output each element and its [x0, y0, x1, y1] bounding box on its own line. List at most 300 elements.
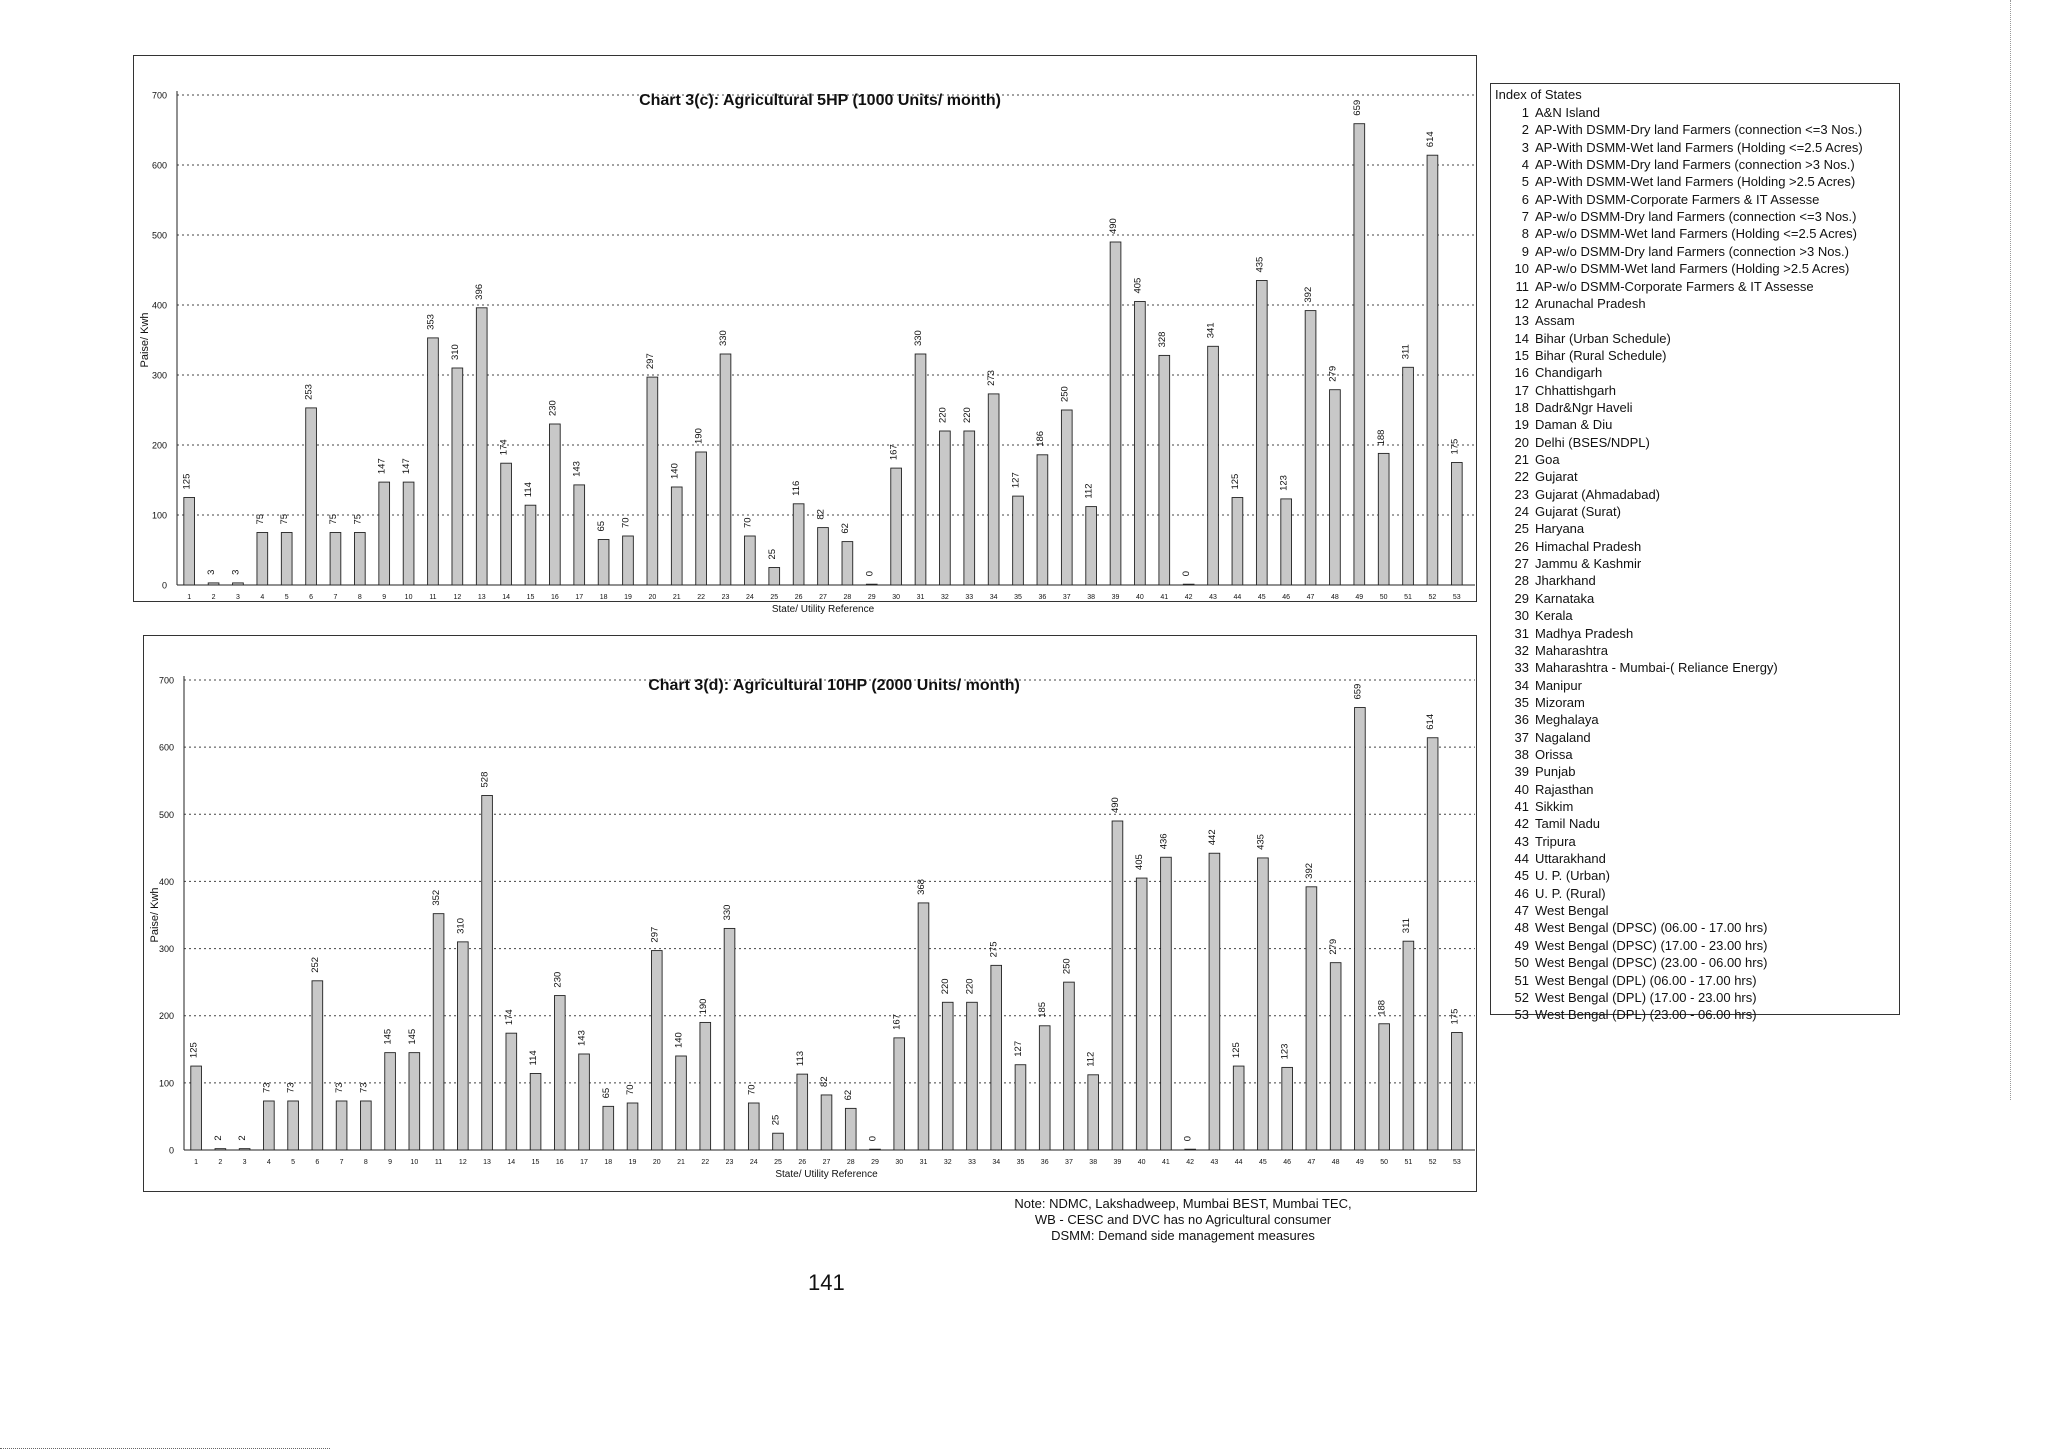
bar	[866, 584, 877, 585]
x-tick-label: 31	[919, 1159, 928, 1166]
x-tick-label: 29	[867, 594, 876, 601]
bar	[842, 542, 853, 585]
data-label: 123	[1279, 1043, 1291, 1060]
x-tick-label: 17	[575, 594, 584, 601]
x-tick-label: 19	[624, 594, 632, 601]
x-tick-label: 50	[1379, 594, 1388, 601]
bar	[623, 536, 634, 585]
index-item-number: 23	[1514, 486, 1529, 502]
index-item-label: West Bengal (DPL) (23.00 - 06.00 hrs)	[1535, 1007, 1757, 1023]
data-label: 145	[406, 1028, 418, 1045]
index-item-label: Arunachal Pradesh	[1535, 295, 1646, 311]
index-item-number: 53	[1514, 1007, 1529, 1023]
x-tick-label: 52	[1428, 1159, 1437, 1166]
data-label: 330	[913, 330, 925, 346]
x-tick-label: 13	[477, 594, 486, 601]
x-tick-label: 31	[916, 594, 925, 601]
x-tick-label: 43	[1209, 594, 1217, 601]
x-tick-label: 46	[1282, 594, 1291, 601]
x-tick-label: 44	[1234, 1159, 1243, 1166]
bar	[627, 1103, 638, 1150]
index-item-label: Nagaland	[1535, 729, 1591, 745]
bar	[1037, 455, 1048, 585]
bar	[354, 533, 365, 586]
data-label: 123	[1278, 475, 1290, 491]
data-label: 2	[212, 1135, 224, 1141]
index-item-label: Meghalaya	[1535, 712, 1599, 728]
bar	[671, 487, 682, 585]
data-label: 190	[693, 428, 705, 444]
index-item	[1491, 885, 1606, 902]
index-item	[1491, 729, 1591, 746]
bar	[1209, 853, 1220, 1150]
bar	[1161, 857, 1172, 1150]
index-item-number: 3	[1521, 139, 1529, 155]
index-item-label: U. P. (Urban)	[1535, 868, 1610, 884]
index-item-label: Kerala	[1535, 608, 1573, 624]
x-tick-label: 35	[1016, 1159, 1025, 1166]
index-item-number: 12	[1514, 295, 1529, 311]
data-label: 127	[1010, 472, 1022, 489]
x-tick-label: 37	[1065, 1159, 1073, 1166]
x-tick-label: 16	[555, 1159, 564, 1166]
index-item-number: 38	[1514, 746, 1529, 762]
data-label: 659	[1352, 683, 1364, 700]
x-tick-label: 28	[846, 1159, 855, 1166]
index-item-label: Karnataka	[1535, 590, 1595, 606]
y-axis-label: Paise/ Kwh	[149, 887, 161, 943]
bar	[700, 1022, 711, 1150]
bar	[651, 951, 662, 1150]
x-tick-label: 18	[604, 1159, 613, 1166]
index-item-number: 33	[1514, 660, 1529, 676]
index-item-number: 52	[1514, 989, 1529, 1005]
data-label: 75	[279, 513, 291, 525]
bar	[724, 928, 735, 1150]
index-item	[1491, 503, 1621, 520]
index-item-label: AP-w/o DSMM-Dry land Farmers (connection <=3 Nos.)	[1535, 209, 1857, 225]
x-tick-label: 7	[333, 594, 338, 601]
x-tick-label: 22	[701, 1159, 710, 1166]
index-item-number: 29	[1514, 590, 1529, 606]
bar	[940, 431, 951, 585]
data-label: 490	[1109, 797, 1121, 813]
index-item-number: 13	[1514, 313, 1529, 329]
data-label: 0	[867, 1135, 879, 1142]
index-item-label: West Bengal (DPSC) (23.00 - 06.00 hrs)	[1535, 955, 1768, 971]
index-item-label: Bihar (Urban Schedule)	[1535, 330, 1671, 346]
index-item	[1491, 590, 1594, 607]
index-item	[1491, 555, 1641, 572]
x-tick-label: 2	[211, 594, 216, 601]
index-item-number: 28	[1514, 573, 1529, 589]
data-label: 3	[230, 569, 242, 575]
index-item	[1491, 902, 1608, 919]
bar	[264, 1101, 275, 1150]
index-item-number: 5	[1521, 174, 1529, 190]
x-tick-label: 41	[1162, 1159, 1170, 1166]
y-tick-label: 500	[151, 230, 167, 241]
data-label: 250	[1061, 958, 1073, 975]
x-tick-label: 30	[895, 1159, 904, 1166]
x-tick-label: 1	[194, 1159, 199, 1166]
x-tick-label: 6	[309, 594, 314, 601]
chart-title: Chart 3(d): Agricultural 10HP (2000 Units/ month)	[648, 677, 1020, 694]
data-label: 190	[697, 998, 709, 1015]
bar	[1330, 390, 1341, 585]
bar	[452, 368, 463, 585]
bar	[821, 1095, 832, 1150]
index-item-label: AP-w/o DSMM-Dry land Farmers (connection >3 Nos.)	[1535, 243, 1849, 259]
y-tick-label: 200	[151, 440, 167, 451]
x-tick-label: 1	[187, 594, 192, 601]
data-label: 65	[600, 1087, 612, 1099]
x-tick-label: 40	[1136, 594, 1144, 601]
index-item-label: Bihar (Rural Schedule)	[1535, 347, 1667, 363]
x-tick-label: 49	[1355, 1159, 1364, 1166]
x-tick-label: 42	[1186, 1159, 1195, 1166]
index-item	[1491, 642, 1608, 659]
index-item	[1491, 833, 1576, 850]
index-item-label: Manipur	[1535, 677, 1582, 693]
data-label: 145	[382, 1028, 394, 1045]
data-label: 114	[522, 482, 534, 498]
x-tick-label: 49	[1355, 594, 1364, 601]
index-item-number: 44	[1514, 851, 1529, 867]
data-label: 112	[1083, 483, 1095, 499]
bar	[1233, 1066, 1244, 1150]
bar	[745, 536, 756, 585]
index-item-number: 34	[1514, 677, 1529, 693]
x-tick-label: 45	[1259, 1159, 1267, 1166]
bar	[1112, 821, 1123, 1150]
bar	[1451, 463, 1462, 586]
index-item	[1491, 711, 1599, 728]
data-label: 82	[819, 1076, 831, 1087]
index-item-number: 46	[1514, 885, 1529, 901]
data-label: 175	[1449, 438, 1461, 455]
y-tick-label: 500	[158, 809, 174, 820]
data-label: 330	[718, 330, 730, 346]
bar	[1061, 410, 1072, 585]
bar	[336, 1101, 347, 1150]
y-tick-label: 100	[158, 1078, 174, 1089]
bar	[281, 533, 292, 586]
bar	[603, 1106, 614, 1150]
bar	[1355, 708, 1366, 1150]
data-label: 273	[986, 370, 998, 386]
index-item-number: 32	[1514, 642, 1529, 658]
data-label: 167	[891, 1014, 903, 1030]
bar	[457, 942, 468, 1150]
x-tick-label: 20	[652, 1159, 661, 1166]
x-tick-label: 13	[483, 1159, 491, 1166]
x-tick-label: 23	[725, 1159, 734, 1166]
x-tick-label: 15	[531, 1159, 540, 1166]
index-item-label: Mizoram	[1535, 694, 1585, 710]
x-tick-label: 32	[943, 1159, 952, 1166]
index-item-number: 43	[1514, 833, 1529, 849]
x-tick-label: 2	[218, 1159, 223, 1166]
data-label: 436	[1158, 833, 1170, 850]
bar	[797, 1074, 808, 1150]
bar	[1013, 496, 1024, 585]
index-item-number: 42	[1514, 816, 1529, 832]
bar	[1110, 242, 1121, 585]
index-item	[1491, 121, 1862, 138]
data-label: 116	[791, 480, 803, 496]
bar	[501, 463, 512, 585]
x-tick-label: 48	[1331, 594, 1339, 601]
index-item-label: Gujarat (Surat)	[1535, 504, 1621, 520]
footnote-line-1: Note: NDMC, Lakshadweep, Mumbai BEST, Mumbai TEC,	[1014, 1196, 1352, 1211]
bar	[1159, 355, 1170, 585]
data-label: 279	[1328, 938, 1340, 955]
y-tick-label: 600	[151, 160, 167, 171]
index-item-label: West Bengal (DPL) (17.00 - 23.00 hrs)	[1535, 989, 1757, 1005]
index-item-label: Madhya Pradesh	[1535, 625, 1634, 641]
index-item-number: 24	[1514, 504, 1529, 520]
index-item-label: Gujarat (Ahmadabad)	[1535, 486, 1661, 502]
index-item	[1491, 399, 1633, 416]
x-tick-label: 5	[291, 1159, 296, 1166]
x-axis-label: State/ Utility Reference	[771, 604, 875, 615]
x-tick-label: 45	[1257, 594, 1266, 601]
bar	[1256, 281, 1267, 586]
index-item	[1491, 538, 1641, 555]
bar	[288, 1101, 299, 1150]
data-label: 490	[1108, 218, 1120, 234]
data-label: 65	[596, 520, 608, 532]
data-label: 188	[1376, 429, 1388, 446]
bar	[554, 996, 565, 1150]
index-item-label: AP-With DSMM-Corporate Farmers & IT Assesse	[1535, 191, 1820, 207]
bar	[1015, 1065, 1026, 1150]
index-item-label: AP-w/o DSMM-Wet land Farmers (Holding <=2.5 Acres)	[1535, 226, 1857, 242]
index-item-label: Punjab	[1535, 764, 1576, 780]
footnote-line-2: WB - CESC and DVC has no Agricultural consumer	[1034, 1212, 1332, 1227]
index-item	[1491, 781, 1594, 798]
index-item-number: 41	[1514, 799, 1529, 814]
data-label: 230	[547, 400, 559, 416]
data-label: 75	[352, 513, 364, 525]
x-tick-label: 35	[1014, 594, 1022, 601]
index-item	[1491, 451, 1560, 468]
bar	[988, 394, 999, 585]
index-item-label: Daman & Diu	[1535, 417, 1613, 433]
x-tick-label: 18	[599, 594, 608, 601]
index-item-number: 30	[1514, 608, 1529, 624]
data-label: 25	[766, 548, 778, 560]
index-item	[1491, 347, 1667, 364]
data-label: 147	[401, 458, 413, 475]
bar	[525, 505, 536, 585]
index-item-number: 31	[1514, 625, 1529, 641]
x-tick-label: 27	[822, 1159, 831, 1166]
x-tick-label: 48	[1331, 1159, 1340, 1166]
y-tick-label: 400	[158, 876, 174, 887]
index-item-number: 45	[1514, 868, 1529, 884]
data-label: 143	[576, 1030, 588, 1046]
index-item-number: 10	[1514, 261, 1529, 277]
bar	[330, 533, 341, 586]
bar	[482, 795, 493, 1150]
x-tick-label: 34	[992, 1159, 1001, 1166]
x-tick-label: 5	[284, 594, 289, 601]
index-item-number: 51	[1514, 972, 1529, 988]
x-tick-label: 8	[357, 594, 362, 601]
index-item-label: Himachal Pradesh	[1535, 538, 1642, 554]
x-tick-label: 11	[429, 594, 437, 601]
bar	[676, 1056, 687, 1150]
bar	[1258, 858, 1269, 1150]
index-item-label: Maharashtra	[1535, 642, 1608, 658]
bar	[506, 1033, 517, 1150]
bar	[748, 1103, 759, 1150]
bar	[891, 468, 902, 585]
chart-3d	[144, 636, 1476, 1191]
footnote-line-3: DSMM: Demand side management measures	[1051, 1228, 1315, 1243]
x-tick-label: 10	[404, 594, 413, 601]
x-tick-label: 50	[1380, 1159, 1389, 1166]
x-tick-label: 30	[892, 594, 901, 601]
x-tick-label: 12	[458, 1159, 467, 1166]
index-item-label: AP-With DSMM-Wet land Farmers (Holding >2.5 Acres)	[1535, 174, 1856, 190]
bar	[1064, 982, 1075, 1150]
x-tick-label: 8	[363, 1159, 368, 1166]
data-label: 220	[937, 407, 949, 423]
data-label: 528	[479, 771, 491, 788]
data-label: 220	[964, 978, 976, 995]
index-item	[1491, 520, 1584, 537]
x-tick-label: 43	[1210, 1159, 1219, 1166]
index-item-label: West Bengal (DPSC) (17.00 - 23.00 hrs)	[1535, 937, 1768, 953]
data-label: 125	[181, 473, 193, 490]
footer-rule	[0, 1448, 330, 1449]
bar	[720, 354, 731, 585]
bar	[894, 1038, 905, 1150]
bar	[991, 965, 1002, 1150]
data-label: 368	[915, 879, 927, 895]
y-tick-label: 200	[158, 1011, 174, 1022]
y-tick-label: 600	[158, 742, 174, 753]
index-item	[1491, 191, 1819, 208]
x-tick-label: 4	[266, 1159, 271, 1166]
index-item-label: AP-With DSMM-Dry land Farmers (connection <=3 Nos.)	[1535, 122, 1863, 138]
bar	[1281, 499, 1292, 585]
data-label: 0	[1182, 1135, 1194, 1142]
y-tick-label: 700	[151, 90, 167, 101]
x-tick-label: 12	[453, 594, 462, 601]
x-tick-label: 38	[1089, 1159, 1098, 1166]
data-label: 392	[1303, 862, 1315, 879]
index-title: Index of States	[1495, 87, 1582, 102]
x-tick-label: 7	[339, 1159, 344, 1166]
y-tick-label: 400	[151, 300, 167, 311]
data-label: 70	[625, 1084, 637, 1095]
index-item	[1491, 260, 1849, 277]
data-label: 112	[1085, 1051, 1097, 1067]
bar	[964, 431, 975, 585]
index-item-number: 17	[1514, 382, 1529, 398]
data-label: 73	[358, 1082, 370, 1093]
footnote	[1003, 1196, 1363, 1244]
index-item	[1491, 468, 1578, 485]
x-tick-label: 33	[965, 594, 974, 601]
index-item	[1491, 312, 1575, 329]
x-tick-label: 34	[989, 594, 998, 601]
x-tick-label: 14	[502, 594, 510, 601]
y-tick-label: 300	[151, 370, 167, 381]
x-tick-label: 42	[1184, 594, 1193, 601]
bar	[918, 903, 929, 1150]
index-item	[1491, 416, 1612, 433]
data-label: 392	[1303, 286, 1315, 303]
index-item-label: Delhi (BSES/NDPL)	[1535, 434, 1650, 450]
x-tick-label: 23	[721, 594, 730, 601]
index-item	[1491, 156, 1855, 173]
data-label: 73	[285, 1082, 297, 1093]
index-item-number: 6	[1521, 191, 1529, 207]
data-label: 352	[431, 889, 443, 906]
x-tick-label: 21	[677, 1159, 685, 1166]
data-label: 125	[1229, 473, 1241, 490]
bar	[306, 408, 317, 585]
data-label: 220	[940, 978, 952, 995]
data-label: 435	[1255, 834, 1267, 850]
data-label: 252	[309, 956, 321, 973]
chart-3c	[134, 56, 1476, 615]
index-item-number: 36	[1514, 712, 1529, 728]
index-item	[1491, 243, 1849, 260]
bar	[1135, 302, 1146, 586]
data-label: 341	[1205, 322, 1217, 339]
data-label: 614	[1424, 131, 1436, 148]
data-label: 73	[261, 1082, 273, 1093]
index-item	[1491, 972, 1757, 989]
data-label: 328	[1156, 331, 1168, 348]
x-tick-label: 9	[382, 594, 387, 601]
index-item	[1491, 625, 1633, 642]
y-tick-label: 0	[168, 1145, 174, 1156]
x-tick-label: 46	[1283, 1159, 1292, 1166]
bar	[530, 1073, 541, 1150]
x-tick-label: 3	[242, 1159, 247, 1166]
y-tick-label: 700	[158, 675, 174, 686]
data-label: 2	[237, 1135, 249, 1141]
x-tick-label: 38	[1087, 594, 1096, 601]
index-item-label: Orissa	[1535, 746, 1573, 762]
index-item-label: Jammu & Kashmir	[1535, 556, 1642, 572]
bar	[184, 498, 195, 586]
bar	[574, 485, 585, 585]
x-tick-label: 39	[1111, 594, 1120, 601]
index-item-number: 15	[1514, 347, 1529, 363]
data-label: 114	[528, 1050, 540, 1066]
bar	[409, 1053, 420, 1150]
data-label: 297	[644, 353, 656, 370]
data-label: 353	[425, 314, 437, 330]
index-item	[1491, 677, 1582, 694]
data-label: 70	[746, 1084, 758, 1095]
index-item-label: Haryana	[1535, 521, 1585, 537]
x-tick-label: 41	[1160, 594, 1169, 601]
x-tick-label: 9	[388, 1159, 393, 1166]
data-label: 175	[1449, 1008, 1461, 1025]
index-item-number: 1	[1521, 105, 1529, 120]
bar	[1088, 1075, 1099, 1150]
data-label: 185	[1037, 1001, 1049, 1018]
